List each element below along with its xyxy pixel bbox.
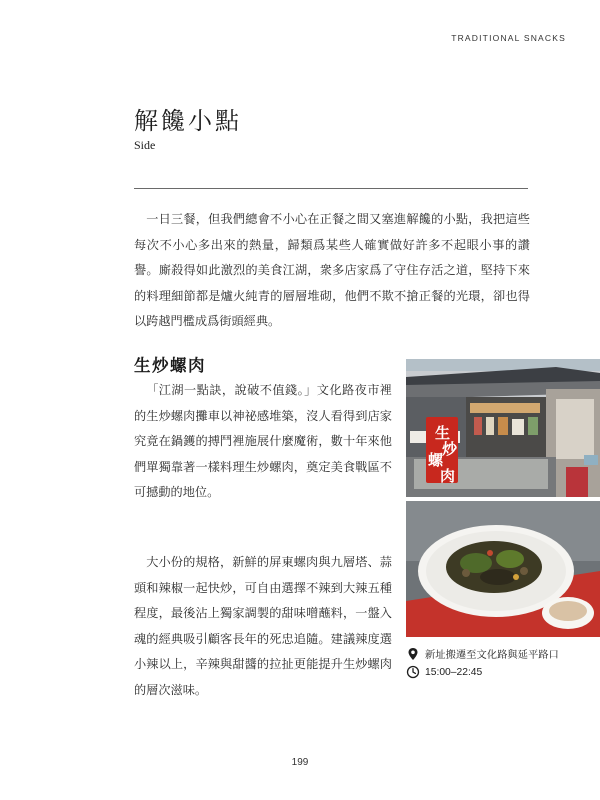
page-subtitle: Side [134,138,156,152]
body-paragraph-2: 大小份的規格，新鮮的屏東螺肉與九層塔、蒜頭和辣椒一起快炒，可自由選擇不辣到大辣五種程度，最後沾上獨家調製的甜味噌蘸料，一盤入魂的經典吸引顧客長年的死忠追隨。建議辣度選小辣以上，辛辣與甜醬的拉扯更能提升生炒螺肉的層次滋味。 [134,555,392,697]
hours-row [406,665,482,679]
page-title: 解饞小點 [134,107,242,135]
address-row [406,646,559,661]
running-header: TRADITIONAL SNACKS [451,33,566,43]
stall-photo [406,359,600,497]
stall-sign-char-3: 螺 [428,451,444,469]
location-pin-icon [406,647,420,661]
address-text: 新址搬遷至文化路與延平路口 [425,650,559,661]
page-number: 199 [291,757,309,768]
title-divider [134,188,528,189]
clock-icon [406,665,420,679]
stall-sign-char-1: 生 [435,424,451,442]
hours-text: 15:00–22:45 [425,666,483,678]
body-paragraph-1: 「江湖一點訣，說破不值錢。」文化路夜市裡的生炒螺肉攤車以神祕感堆築，沒人看得到店家究竟在鍋鑊的搏鬥裡施展什麼魔術，數十年來他們單獨靠著一樣料理生炒螺肉，奠定美食戰區不可撼動的地位。 [134,383,392,500]
stall-sign-char-4: 肉 [440,467,456,485]
stall-sign-char-2: 炒 [442,440,458,458]
intro-paragraph: 一日三餐，但我們總會不小心在正餐之間又塞進解饞的小點，我把這些每次不小心多出來的熱量，歸類爲某些人確實做好許多不起眼小事的讚譽。廝殺得如此激烈的美食江湖，衆多店家爲了守住存活之道，堅持下來的料理細節都是爐火純青的層層堆砌，他們不欺不搶正餐的光環，卻也得以跨越門檻成爲街頭經典。 [134,212,530,329]
section-heading: 生炒螺肉 [134,356,206,375]
dish-photo [406,501,600,637]
